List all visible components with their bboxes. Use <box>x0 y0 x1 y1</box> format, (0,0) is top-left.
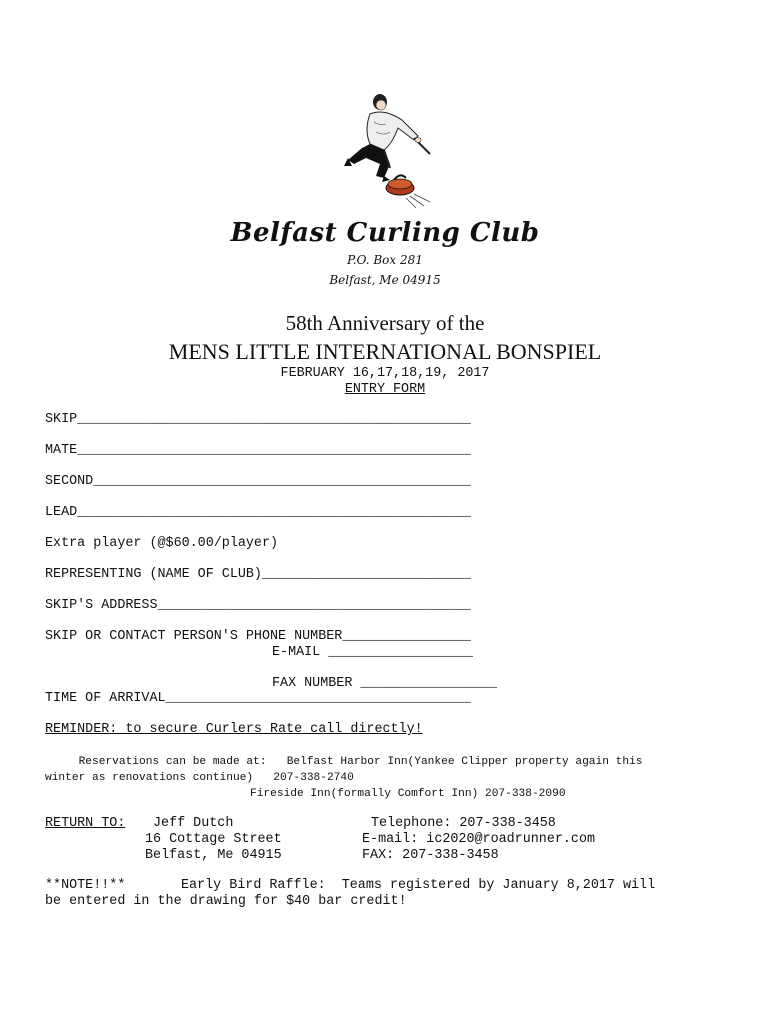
skip-address-field[interactable]: SKIP'S ADDRESS_______________________________________ <box>45 598 471 613</box>
arrival-field[interactable]: TIME OF ARRIVAL______________________________________ <box>45 691 471 706</box>
email-field[interactable]: E-MAIL __________________ <box>272 645 473 660</box>
note-line-1: Early Bird Raffle: Teams registered by January 8,2017 will <box>181 878 656 893</box>
reservations-line-3: Fireside Inn(formally Comfort Inn) 207-338-2090 <box>250 788 566 800</box>
fax-field[interactable]: FAX NUMBER _________________ <box>272 676 497 691</box>
event-title: MENS LITTLE INTERNATIONAL BONSPIEL <box>168 339 602 364</box>
return-fax: FAX: 207-338-3458 <box>362 848 499 863</box>
curler-logo-illustration <box>340 92 436 210</box>
extra-player-line: Extra player (@$60.00/player) <box>45 536 279 551</box>
club-po-box: P.O. Box 281 <box>347 253 423 267</box>
second-field[interactable]: SECOND_______________________________________________ <box>45 474 471 489</box>
mate-field[interactable]: MATE_________________________________________________ <box>45 443 471 458</box>
event-dates: FEBRUARY 16,17,18,19, 2017 <box>280 366 490 381</box>
club-name: Belfast Curling Club <box>230 218 540 248</box>
reminder-text: REMINDER: to secure Curlers Rate call directly! <box>45 722 423 737</box>
return-name: Jeff Dutch <box>153 816 234 831</box>
anniversary-heading: 58th Anniversary of the <box>285 311 485 335</box>
return-email: E-mail: ic2020@roadrunner.com <box>362 832 596 847</box>
representing-field[interactable]: REPRESENTING (NAME OF CLUB)__________________________ <box>45 567 471 582</box>
return-telephone: Telephone: 207-338-3458 <box>371 816 556 831</box>
note-label: **NOTE!!** <box>45 878 126 893</box>
return-city: Belfast, Me 04915 <box>145 848 282 863</box>
form-title: ENTRY FORM <box>344 382 426 397</box>
skip-field[interactable]: SKIP_________________________________________________ <box>45 412 471 427</box>
reservations-line-1: Reservations can be made at: Belfast Harbor Inn(Yankee Clipper property again this <box>45 756 643 768</box>
note-line-2: be entered in the drawing for $40 bar credit! <box>45 894 407 909</box>
reservations-line-2: winter as renovations continue) 207-338-2740 <box>45 772 354 784</box>
return-to-label: RETURN TO: <box>45 816 126 831</box>
phone-field[interactable]: SKIP OR CONTACT PERSON'S PHONE NUMBER________________ <box>45 629 471 644</box>
lead-field[interactable]: LEAD_________________________________________________ <box>45 505 471 520</box>
club-city: Belfast, Me 04915 <box>329 273 441 287</box>
return-street: 16 Cottage Street <box>145 832 282 847</box>
